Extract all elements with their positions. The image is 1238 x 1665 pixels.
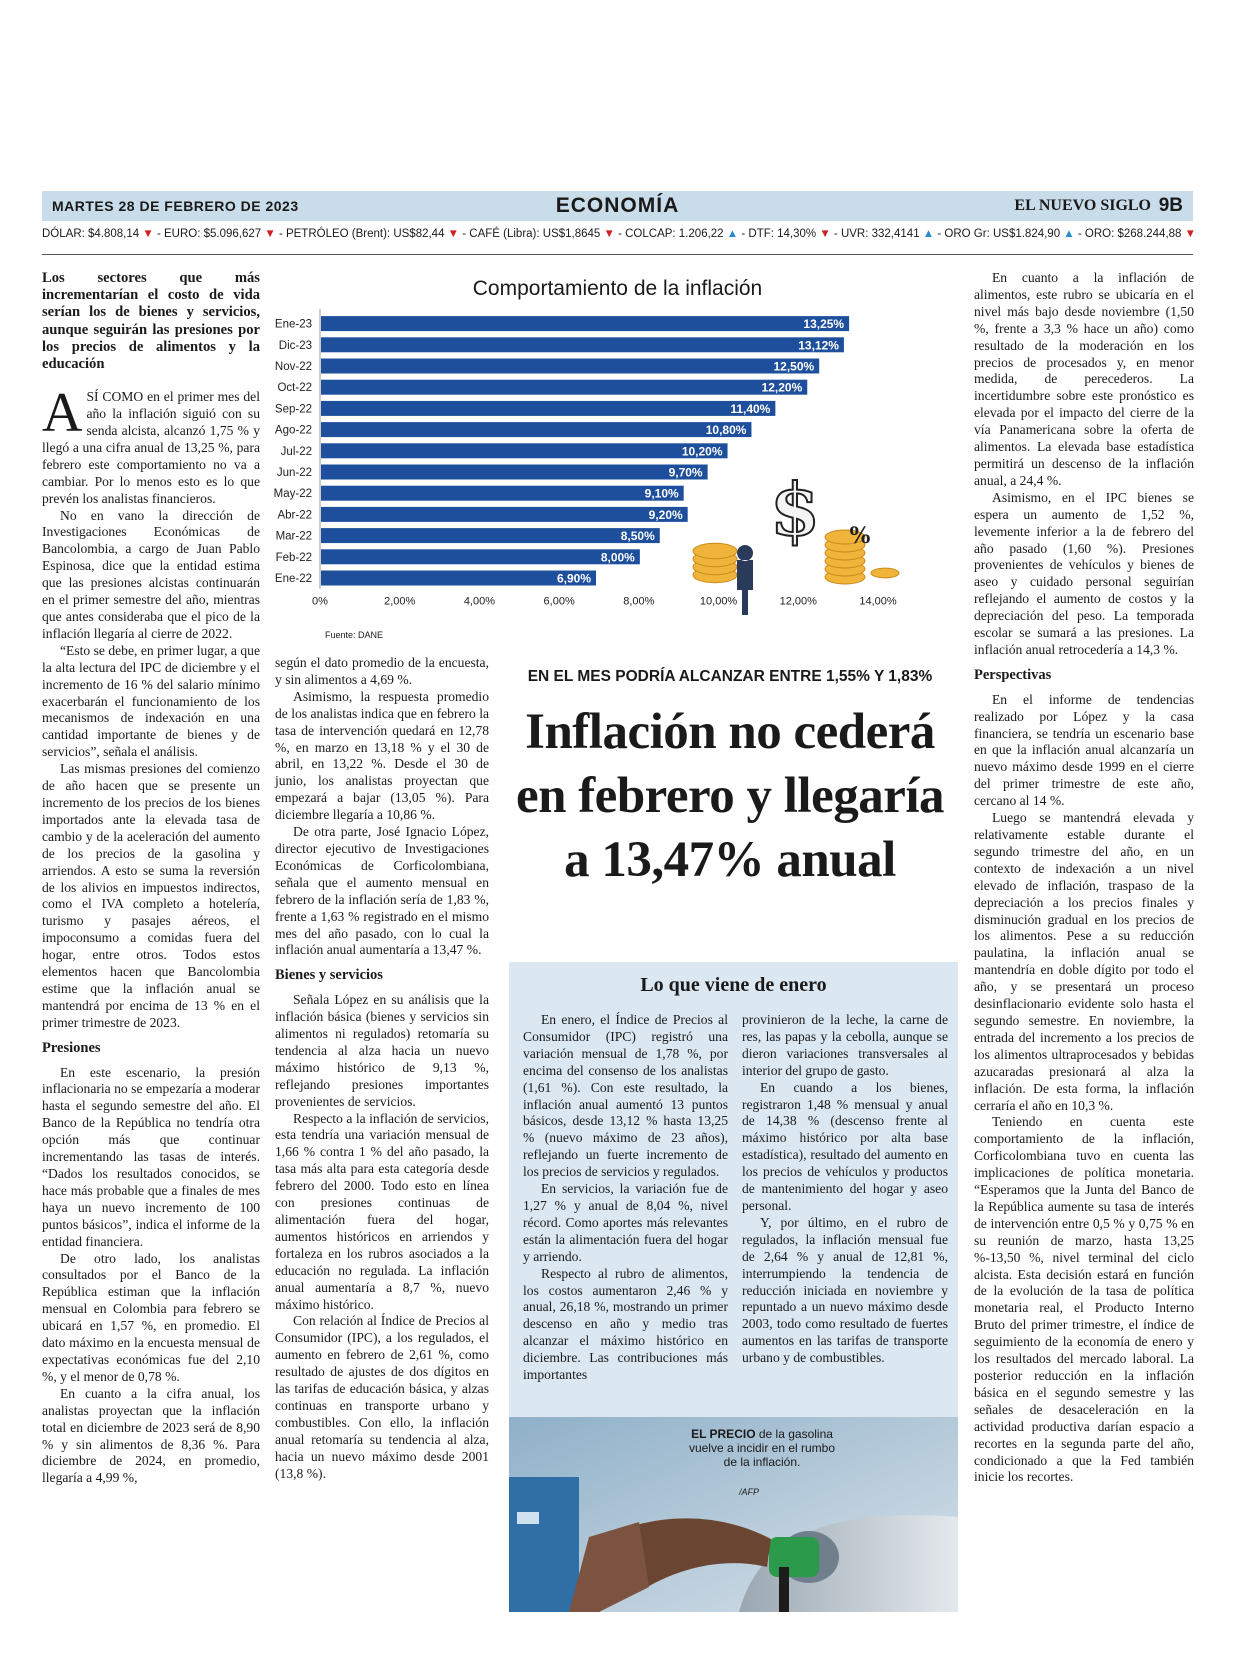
paragraph: Asimismo, en el IPC bienes se espera un aumento de 1,52 %, levemente inferior a la de febrero del año pasado (1,60 %). Presiones provenientes de vehículos y bienes de aseo y cuidado personal seguirían reflejando el aumento de costos y la depreciación del peso. La temporada escolar se sumará a las presiones. La inflación anual retrocedería a 14,3 %. xyxy=(974,489,1194,657)
arrow-up-icon: ▲ xyxy=(726,228,739,240)
gasoline-photo xyxy=(509,1417,958,1612)
header-rule xyxy=(42,254,1193,255)
photo-credit: /AFP xyxy=(739,1487,760,1497)
sidebar-box xyxy=(509,962,958,1612)
category-label: Mar-22 xyxy=(275,530,312,543)
bar xyxy=(321,465,708,480)
section-name: ECONOMÍA xyxy=(555,194,680,217)
paragraph: Con relación al Índice de Precios al Consumidor (IPC), a los regulados, el aumento en febrero de 2,61 %, como resultado de ajustes de dos dígitos en las tarifas de educación básica, y alzas continuas en transporte urbano y combustibles. Con ello, la inflación anual retomaría su tendencia al alza, hacia un nuevo máximo desde 2001 (13,8 %). xyxy=(275,1313,489,1481)
tick-label: 4,00% xyxy=(463,595,496,608)
tick-label: 12,00% xyxy=(779,595,817,608)
subheading-presiones: Presiones xyxy=(42,1039,101,1056)
data-label: 12,50% xyxy=(773,359,815,374)
bar xyxy=(321,359,819,374)
coin-icon xyxy=(693,543,737,558)
article-column-2 xyxy=(275,655,489,1483)
bar xyxy=(321,528,660,543)
paragraph: En el informe de tendencias realizado por López y la casa financiera, se tendría un escenario base en que la inflación anual alcanzaría un nuevo máximo desde 1999 en el cierre del primer trimestre de este año, cercano al 14 %. xyxy=(974,691,1194,809)
paragraph: provinieron de la leche, la carne de res, las papas y la cebolla, aunque se dieron variaciones transversales al interior del grupo de gasto. xyxy=(742,1012,948,1078)
category-label: Jul-22 xyxy=(280,445,312,458)
tick-label: 0% xyxy=(312,595,328,608)
category-label: Nov-22 xyxy=(274,361,312,373)
lead-paragraph: ASÍ COMO en el primer mes del año la inflación siguió con su senda alcista, alcanzó 1,75 % y llegó a una cifra anual de 13,25 %, para febrero este comportamiento no va a cambiar. Por lo menos esto es lo que prevén los analistas financieros. xyxy=(42,382,260,506)
tick-label: 2,00% xyxy=(384,595,416,608)
data-label: 9,70% xyxy=(668,465,703,480)
person-icon xyxy=(737,545,753,615)
arrow-down-icon: ▼ xyxy=(142,228,154,240)
data-label: 12,20% xyxy=(761,380,803,395)
box-column-1 xyxy=(523,1012,728,1384)
data-label: 10,20% xyxy=(681,444,723,459)
ticker-item: - DTF: 14,30% xyxy=(738,228,820,240)
paragraph: De otra parte, José Ignacio López, director ejecutivo de Investigaciones Económicas de Corficolombiana, señala que el aumento mensual en febrero de la inflación sería de 1,83 %, frente a 1,63 % registrado en el mismo mes del año pasado, con lo cual la inflación anual aumentaría a 13,47 %. xyxy=(275,824,489,958)
paragraph: Y, por último, en el rubro de regulados, la inflación mensual fue de 2,64 % y anual de 12,81 %, interrumpiendo la tendencia de reducción iniciada en noviembre y repuntado a un nuevo máximo desde 2003, todo como resultado de fuertes aumentos en las tarifas de transporte urbano y de combustibles. xyxy=(742,1214,948,1366)
category-label: Oct-22 xyxy=(277,382,312,395)
paragraph: Las mismas presiones del comienzo de año hacen que se presente un incremento de los precios de los bienes importados ante la elevada tasa de cambio y de la aceleración del aumento de los precios de la gasolina y arriendos. A esto se suma la reversión de los alivios en impuestos indirectos, como el IVA completo a hotelería, turismo y pasajes aéreos, el impoconsumo a comidas fuera del hogar, entre otros. Todos estos elementos hacen que Bancolombia estime que la inflación anual se mantendrá por encima de 13 % en el primer trimestre de 2023. xyxy=(42,761,260,1030)
paragraph: Señala López en su análisis que la inflación básica (bienes y servicios sin alimentos ni regulados) retomaría su tendencia al alza hacia un nuevo máximo histórico de 9,13 %, reflejando presiones importantes provenientes de servicios. xyxy=(275,992,489,1109)
category-label: Dic-23 xyxy=(278,339,312,352)
ticker-item: - ORO: $268.244,88 xyxy=(1074,228,1185,240)
arrow-down-icon: ▼ xyxy=(264,228,276,240)
category-label: Sep-22 xyxy=(274,403,312,416)
chart-title: Comportamiento de la inflación xyxy=(472,277,763,300)
data-label: 9,10% xyxy=(644,486,679,501)
bar xyxy=(321,422,751,437)
newspaper-name: EL NUEVO SIGLO xyxy=(1014,197,1151,214)
arrow-up-icon: ▲ xyxy=(922,228,935,240)
data-label: 13,12% xyxy=(798,338,839,353)
ticker-item: - EURO: $5.096,627 xyxy=(153,228,265,240)
tick-label: 6,00% xyxy=(543,595,575,608)
category-label: May-22 xyxy=(273,488,312,501)
inflation-chart xyxy=(275,275,960,645)
arrow-down-icon: ▼ xyxy=(1184,228,1197,240)
paragraph: Respecto a la inflación de servicios, esta tendría una variación mensual de 1,66 % contra 1 % del año pasado, la tasa más alta para esta categoría desde febrero del 2000. Todo esto en línea con presiones continuas de alimentación fuera del hogar, aumentos históricos en arriendos y fortaleza en los rubros asociados a la educación no regulada. La inflación anual aumentaría a 8,7 %, nuevo máximo histórico. xyxy=(275,1110,489,1312)
coin-icon xyxy=(871,568,899,578)
bar xyxy=(321,549,640,564)
arrow-down-icon: ▼ xyxy=(819,228,831,240)
chart-plot xyxy=(275,305,960,630)
arrow-down-icon: ▼ xyxy=(603,228,615,240)
bar xyxy=(321,380,807,395)
bar xyxy=(321,337,844,352)
ticker-item: - PETRÓLEO (Brent): US$82,44 xyxy=(275,228,448,240)
data-label: 10,80% xyxy=(705,423,747,438)
bar xyxy=(321,443,728,458)
paragraph: En servicios, la variación fue de 1,27 % y anual de 8,04 %, nivel récord. Como aportes más relevantes están la alimentación fuera del hogar y arriendo. xyxy=(523,1181,728,1264)
category-label: Abr-22 xyxy=(277,509,312,522)
headline-kicker: EN EL MES PODRÍA ALCANZAR ENTRE 1,55% Y 1,83% xyxy=(527,668,933,685)
bar xyxy=(321,316,849,331)
data-label: 11,40% xyxy=(730,401,771,416)
data-label: 6,90% xyxy=(556,571,592,586)
tick-label: 8,00% xyxy=(623,595,655,608)
paragraph: En enero, el Índice de Precios al Consumidor (IPC) registró una variación mensual de 1,78 %, por encima del consenso de los analistas (1,61 %). Con este resultado, la inflación anual aumentó 13 puntos básicos, desde 13,12 % hasta 13,25 % (nuevo máximo de 23 años), reflejando un fuerte incremento de los precios de servicios y regulados. xyxy=(523,1012,728,1180)
dollar-sign-icon: $ xyxy=(769,467,821,552)
category-label: Ene-22 xyxy=(274,573,312,585)
headline: Inflación no cederá en febrero y llegaría a 13,47% anual xyxy=(515,704,945,888)
data-label: 8,00% xyxy=(600,550,635,565)
category-label: Feb-22 xyxy=(275,551,312,564)
paragraph: Asimismo, la respuesta promedio de los analistas indica que en febrero la tasa de intervención quedará en 12,78 %, en marzo en 13,18 % y el 30 de abril, en 13,22 %. Desde el 30 de junio, los analistas proyectan que empezará a bajar (13,05 %). Para diciembre llegaría a 10,86 %. xyxy=(275,688,490,823)
paragraph: En cuanto a la cifra anual, los analistas proyectan que la inflación total en diciembre de 2023 será de 8,90 % y sin alimentos de 8,36 %. Para diciembre de 2024, en promedio, llegaría a 4,99 %, xyxy=(42,1385,260,1486)
percent-icon: % xyxy=(849,523,871,549)
bar xyxy=(321,401,775,416)
tick-label: 10,00% xyxy=(699,595,738,608)
tick-label: 14,00% xyxy=(859,595,897,608)
paragraph: Luego se mantendrá elevada y relativamente estable durante el segundo trimestre del año, en un contexto de indexación a un nivel elevado de inflación, traspaso de la depreciación a los precios finales y disminución gradual en los precios de los alimentos. Pese a su reducción paulatina, la inflación anual se mantendría en doble dígito por todo el año, y se presentará un proceso desinflacionario evidente solo hasta el segundo semestre. En noviembre, la entrada del incremento a los precios de los alimentos ultraprocesados y bebidas azucaradas presionará al alza la inflación. De esta forma, la inflación cerraría el año en 10,3 %. xyxy=(974,810,1194,1113)
paragraph: No en vano la dirección de Investigaciones Económicas de Bancolombia, a cargo de Juan Pablo Espinosa, dice que la entidad estima que las presiones alcistas continuarán en el primer semestre del año, mientras que antes consideraba que el pico de la inflación llegaría al cierre de 2022. xyxy=(42,507,260,641)
subheading-perspectivas: Perspectivas xyxy=(974,666,1052,683)
article-column-1 xyxy=(42,270,260,1487)
box-title: Lo que viene de enero xyxy=(640,974,827,996)
data-label: 9,20% xyxy=(648,507,683,522)
paragraph: Respecto al rubro de alimentos, los costos aumentaron 2,46 % y anual, 26,18 %, mostrando un primer descenso en año y medio tras alcanzar el máximo histórico en diciembre. Las contribuciones más importantes xyxy=(523,1265,728,1383)
category-label: Ago-22 xyxy=(274,424,312,437)
bar xyxy=(321,486,684,501)
article-deck: Los sectores que más incrementarían el costo de vida serían los de bienes y servicios, aunque seguirán las presiones por los precios de alimentos y la educación xyxy=(42,270,260,373)
data-label: 13,25% xyxy=(803,317,845,332)
paragraph: En este escenario, la presión inflacionaria no se empezaría a moderar hasta el segundo semestre del año. El Banco de la República no tendría otra opción más que continuar incrementando las tasas de interés. “Dados los resultados conocidos, se hace más probable que a finales de mes haya un nuevo incremento de 100 puntos básicos”, indica el informe de la entidad financiera. xyxy=(42,1064,260,1249)
category-label: Jun-22 xyxy=(276,467,312,479)
page-number: 9B xyxy=(1158,195,1183,216)
photo-caption: EL PRECIO de la gasolina vuelve a incidir en el rumbo de la inflación. xyxy=(688,1427,836,1469)
ticker-item: - UVR: 332,4141 xyxy=(830,228,923,240)
bar xyxy=(321,507,688,522)
article-column-5 xyxy=(974,270,1194,1486)
ticker-item: DÓLAR: $4.808,14 xyxy=(42,228,143,240)
issue-date: MARTES 28 DE FEBRERO DE 2023 xyxy=(52,198,299,214)
ticker-item: - ORO Gr: US$1.824,90 xyxy=(934,228,1064,240)
drop-cap: A xyxy=(42,382,83,445)
paragraph: según el dato promedio de la encuesta, y sin alimentos a 4,69 %. xyxy=(275,655,489,687)
market-ticker xyxy=(42,228,1197,240)
paragraph: En cuanto a la inflación de alimentos, este rubro se ubicaría en el nivel más bajo desde noviembre (1,50 %, frente a 3,3 % hace un año) como resultado de la moderación en los precios de procesados y, en menor medida, de perecederos. La incertidumbre sobre este pronóstico es elevada por el impacto del cierre de la vía Panamericana sobre la oferta de alimentos. La elevada base estadística permitirá un descenso de la inflación anual, a 24,4 %. xyxy=(974,270,1194,488)
arrow-up-icon: ▲ xyxy=(1063,228,1075,240)
paragraph: De otro lado, los analistas consultados por el Banco de la República estiman que la inflación mensual en Colombia para febrero se ubicará en 1,57 %, en promedio. El dato máximo en la encuesta mensual de expectativas económicas fue del 2,10 %, y el menor de 0,78 %. xyxy=(42,1250,260,1384)
arrow-down-icon: ▼ xyxy=(447,228,460,240)
paragraph: Teniendo en cuenta este comportamiento de la inflación, Corficolombiana tuvo en cuenta las implicaciones de política monetaria. “Esperamos que la Junta del Banco de la República aumente su tasa de interés de intervención entre 0,5 % y 0,75 % en su reunión de marzo, hasta 13,25 %-13,50 %, nivel terminal del ciclo alcista. Esta decisión estará en función de la evolución de la tasa de política monetaria real, el Producto Interno Bruto del primer trimestre, el índice de seguimiento de la economía de enero y los resultados del mercado laboral. La posterior reducción en la inflación básica en el segundo semestre y las señales de desaceleración en la actividad productiva darían espacio a recortes en la segunda parte del año, condicionado a que la Fed también inicie los recortes. xyxy=(974,1114,1194,1485)
chart-source: Fuente: DANE xyxy=(325,630,384,640)
subheading-bienes-servicios: Bienes y servicios xyxy=(275,967,383,984)
money-illustration xyxy=(693,467,899,615)
category-label: Ene-23 xyxy=(274,318,312,331)
box-column-2 xyxy=(742,1012,948,1367)
ticker-item: - CAFÉ (Libra): US$1,8645 xyxy=(459,228,604,240)
page-header xyxy=(42,191,1193,221)
paragraph: En cuando a los bienes, registraron 1,48 % mensual y anual de 14,38 % (descenso frente al máximo histórico por alta base estadística), resultado del aumento en los precios de vehículos y productos de mantenimiento del hogar y aseo personal. xyxy=(742,1079,948,1213)
paragraph: “Esto se debe, en primer lugar, a que la alta lectura del IPC de diciembre y el incremento de 16 % del salario mínimo exacerbarán el funcionamiento de los mecanismos de indexación en una cantidad importante de bienes y de servicios”, señala el análisis. xyxy=(42,642,260,760)
ticker-item: - COLCAP: 1.206,22 xyxy=(614,228,727,240)
data-label: 8,50% xyxy=(620,529,655,544)
bar xyxy=(321,571,596,586)
